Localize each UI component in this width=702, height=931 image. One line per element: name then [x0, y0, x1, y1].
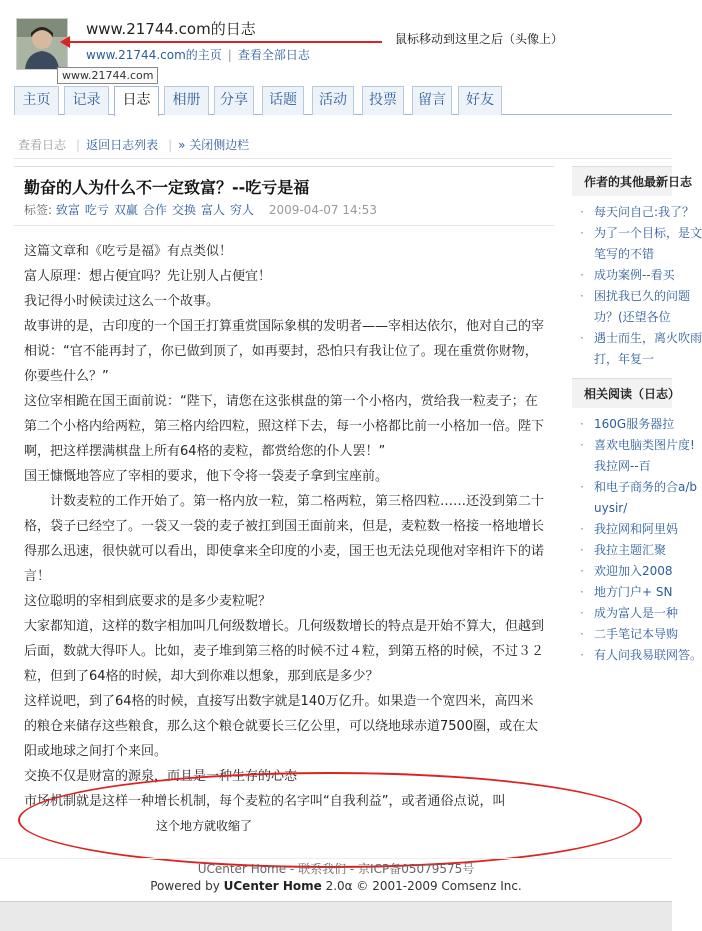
all-logs-link[interactable]: 查看全部日志 [237, 48, 310, 62]
article-paragraph: 市场机制就是这样一种增长机制，每个麦粒的名字叫“自我利益”，或者通俗点说，叫 [24, 794, 506, 809]
link-separator: | [227, 48, 232, 62]
article-tags [24, 201, 377, 218]
article-paragraph: 国王慷慨地答应了宰相的要求，他下令将一袋麦子拿到宝座前。 [24, 469, 389, 484]
view-log-label: 查看日志 [18, 138, 67, 152]
tag-link[interactable]: 穷人 [229, 203, 254, 217]
related-log-link[interactable]: · 喜欢电脑类图片度!我拉网--百 [572, 435, 702, 477]
annotation-avatar-note: 鼠标移动到这里之后（头像上） [395, 32, 564, 46]
tag-link[interactable]: 合作 [142, 203, 167, 217]
sidebar-section-title: 相关阅读（日志） [572, 378, 672, 408]
space-title: www.21744.com的日志 [86, 20, 256, 38]
subnav-separator: | [76, 138, 81, 152]
tab-polls[interactable]: 投票 [362, 86, 404, 115]
annotation-line [66, 41, 382, 43]
article-paragraph: 这样说吧，到了64格的时候，直接写出数字就是140万亿升。如果造一个宽四米，高四米的粮仓来储存这些粮食，那么这个粮仓就要长三亿公里，可以绕地球赤道7500圈，或在太阳或地球之间打个来回。 [24, 694, 539, 759]
tag-link[interactable]: 交换 [171, 203, 196, 217]
tab-home[interactable]: 主页 [14, 86, 59, 115]
related-log-link[interactable]: · 我拉主题汇聚 [572, 540, 702, 561]
tag-link[interactable]: 双赢 [113, 203, 138, 217]
tab-records[interactable]: 记录 [64, 86, 109, 115]
divider [14, 225, 554, 226]
close-sidebar-link[interactable]: » 关闭侧边栏 [178, 138, 250, 152]
back-to-list-link[interactable]: 返回日志列表 [86, 138, 159, 152]
tag-link[interactable]: 富人 [200, 203, 225, 217]
related-log-link[interactable]: · 和电子商务的合a/buysir/ [572, 477, 702, 519]
blog-subnav [18, 136, 253, 153]
blog-article [14, 166, 554, 826]
article-date: 2009-04-07 14:53 [268, 203, 377, 217]
annotation-collapse-note: 这个地方就收缩了 [156, 819, 253, 833]
tab-share[interactable]: 分享 [214, 86, 254, 115]
browser-status-bar [0, 901, 672, 931]
tags-label: 标签: [24, 203, 53, 217]
sidebar-log-link[interactable]: · 为了一个目标，是文笔写的不错 [572, 223, 702, 265]
tag-link[interactable]: 吃亏 [84, 203, 109, 217]
tab-album[interactable]: 相册 [164, 86, 209, 115]
tab-messages[interactable]: 留言 [412, 86, 452, 115]
home-link[interactable]: www.21744.com的主页 [86, 48, 222, 62]
sidebar-log-link[interactable]: · 成功案例--看买 [572, 265, 702, 286]
powered-brand: UCenter Home [223, 879, 322, 893]
sidebar-log-link[interactable]: · 困扰我已久的问题功？(还望各位 [572, 286, 702, 328]
powered-prefix: Powered by [150, 879, 224, 893]
related-log-link[interactable]: · 成为富人是一种 [572, 603, 702, 624]
article-paragraph: 富人原理：想占便宜吗？先让别人占便宜！ [24, 269, 272, 284]
tab-friends[interactable]: 好友 [458, 86, 502, 115]
article-paragraph: 这位宰相跪在国王面前说：“陛下，请您在这张棋盘的第一个小格内，赏给我一粒麦子；在第二个小格内给两粒，第三格内给四粒，照这样下去，每一小格都比前一小格加一倍。陛下啊，把这样摆满棋盘上所有64格的麦粒，都赏给您的仆人罢！” [24, 394, 545, 459]
tag-link[interactable]: 致富 [55, 203, 80, 217]
related-log-link[interactable]: · 地方门户+ SN [572, 582, 702, 603]
article-paragraph: 我记得小时候读过这么一个故事。 [24, 294, 220, 309]
space-sublinks [86, 46, 310, 63]
article-title: 勤奋的人为什么不一定致富？--吃亏是福 [24, 178, 310, 197]
tab-topics[interactable]: 话题 [262, 86, 304, 115]
sidebar-log-link[interactable]: · 遇士而生，离火吹雨打，年复一 [572, 328, 702, 370]
article-paragraph: 这篇文章和《吃亏是福》有点类似！ [24, 244, 233, 259]
article-paragraph: 大家都知道，这样的数字相加叫几何级数增长。几何级数增长的特点是开始不算大，但越到后面，数就大得吓人。比如，麦子堆到第三格的时候不过４粒，到第五格的时候，不过３２粒，但到了64格的时候，却大到你难以想象，那到底是多少？ [24, 619, 545, 684]
tab-blog[interactable]: 日志 [114, 86, 159, 116]
powered-suffix: 2.0α © 2001-2009 Comsenz Inc. [321, 879, 522, 893]
tab-events[interactable]: 活动 [312, 86, 354, 115]
related-log-link[interactable]: · 二手笔记本导购 [572, 624, 702, 645]
subnav-separator: | [168, 138, 173, 152]
sidebar-log-link[interactable]: · 每天问自己:我了？ [572, 202, 702, 223]
article-paragraph: 故事讲的是，古印度的一个国王打算重赏国际象棋的发明者——宰相达依尔，他对自己的宰相说：“官不能再封了，你已做到顶了，如再要封，恐怕只有我让位了。现在重赏你财物，你要些什么？” [24, 319, 545, 384]
related-reading-list [572, 408, 702, 674]
article-paragraph: 计数麦粒的工作开始了。第一格内放一粒，第二格两粒，第三格四粒……还没到第二十格，袋子已经空了。一袋又一袋的麦子被扛到国王面前来，但是，麦粒数一格接一格地增长得那么迅速，很快就可以看出，即使拿来全印度的小麦，国王也无法兑现他对宰相许下的诺言！ [24, 494, 545, 584]
footer-powered-by [0, 879, 672, 893]
footer-links[interactable]: UCenter Home - 联系我们 - 京ICP备05079575号 [197, 862, 475, 876]
divider [14, 158, 672, 159]
space-tabs [14, 86, 672, 115]
article-paragraph: 交换不仅是财富的源泉，而且是一种生存的心态 [24, 769, 298, 784]
related-log-link[interactable]: · 欢迎加入2008 [572, 561, 702, 582]
author-other-logs-list [572, 196, 702, 378]
related-log-link[interactable]: · 我拉网和阿里妈 [572, 519, 702, 540]
right-sidebar [572, 166, 702, 796]
related-log-link[interactable]: · 有人问我易联网答。 [572, 645, 702, 666]
article-paragraph: 这位聪明的宰相到底要求的是多少麦粒呢？ [24, 594, 272, 609]
avatar-tooltip: www.21744.com [57, 67, 158, 84]
divider [0, 858, 672, 859]
article-body [24, 239, 546, 809]
sidebar-section-title: 作者的其他最新日志 [572, 166, 672, 196]
related-log-link[interactable]: · 160G服务器拉 [572, 414, 702, 435]
annotation-ellipse [18, 772, 642, 868]
